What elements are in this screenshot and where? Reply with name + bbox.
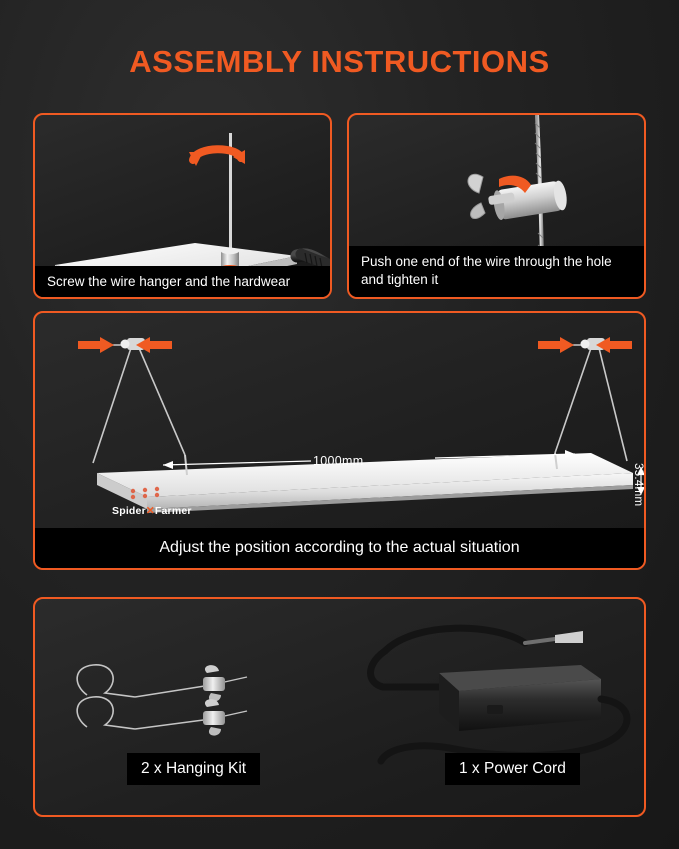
brand-name-2: Farmer bbox=[154, 505, 192, 517]
dimension-length: 1000mm bbox=[313, 454, 364, 468]
page-title: ASSEMBLY INSTRUCTIONS bbox=[129, 44, 550, 79]
brand-logo bbox=[112, 505, 192, 517]
rotate-arrow-icon bbox=[187, 142, 247, 170]
arrow-pair-right-icon bbox=[538, 333, 632, 357]
panel-accessories bbox=[33, 597, 646, 817]
caption-adjust: Adjust the position according to the actual situation bbox=[35, 528, 644, 568]
dimension-height: 35.4mm bbox=[632, 463, 644, 507]
brand-mark-icon: ✕ bbox=[145, 505, 155, 517]
arrow-pair-left-icon bbox=[78, 333, 172, 357]
accessory-label-hanging-kit: 2 x Hanging Kit bbox=[127, 753, 260, 785]
caption-push: Push one end of the wire through the hole and tighten it bbox=[349, 246, 644, 297]
accessory-label-power-cord: 1 x Power Cord bbox=[445, 753, 580, 785]
wing-nut bbox=[468, 174, 485, 218]
caption-screw: Screw the wire hanger and the hardwear bbox=[35, 266, 330, 297]
panel-adjust-position bbox=[33, 311, 646, 570]
brand-name: Spider bbox=[112, 505, 146, 517]
panel-screw-hanger bbox=[33, 113, 332, 299]
panel-push-wire bbox=[347, 113, 646, 299]
